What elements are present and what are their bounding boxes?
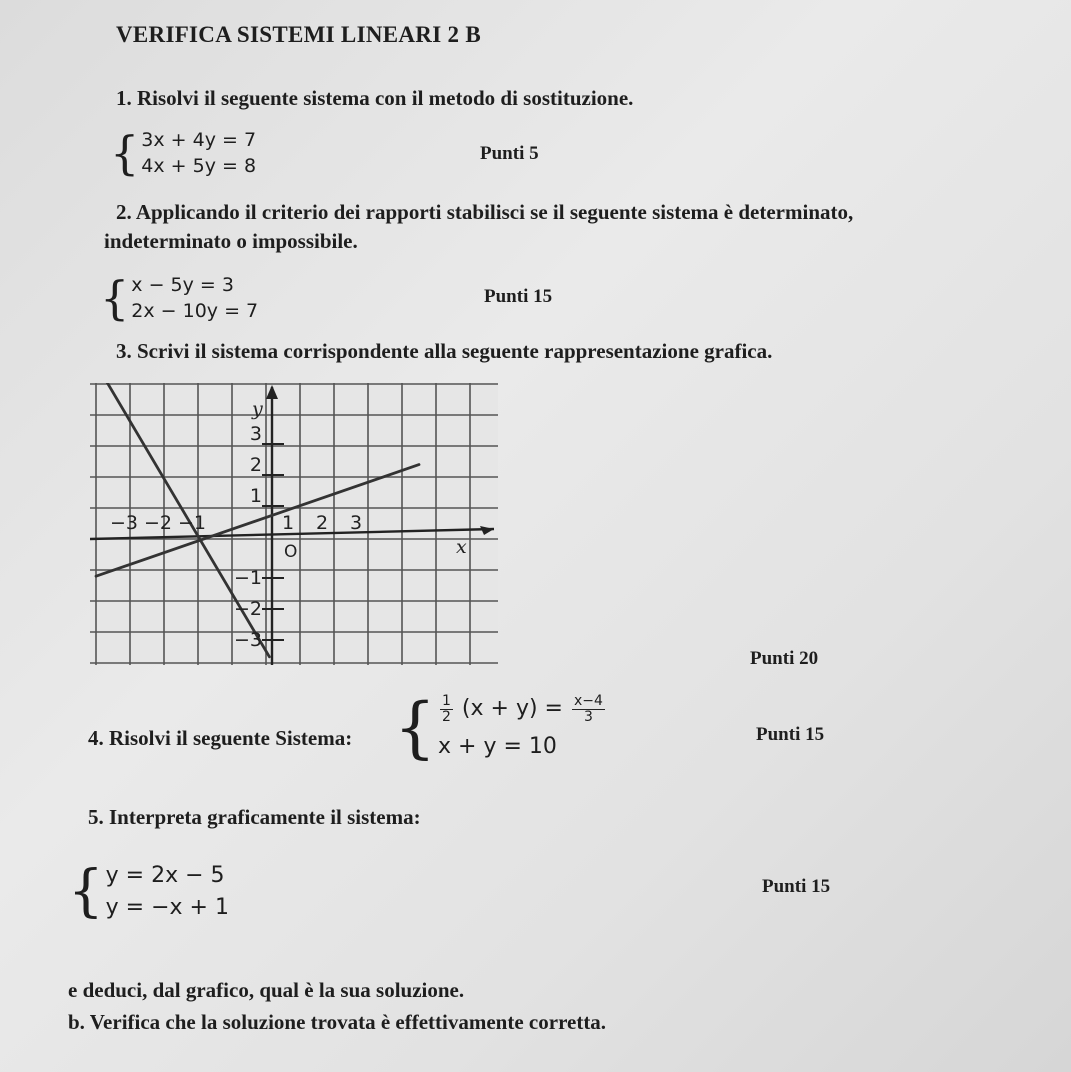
- question-2-line1: 2. Applicando il criterio dei rapporti stabilisci se il seguente sistema è determinato,: [116, 200, 854, 224]
- question-1-keyword: sostituzione: [523, 86, 629, 110]
- y-tick-label: −3: [233, 629, 262, 651]
- fraction-denominator: 3: [583, 708, 593, 725]
- system-4: [394, 690, 607, 766]
- system-1-eq1: 3x + 4y = 7: [141, 129, 257, 151]
- question-4: 4. Risolvi il seguente Sistema:: [88, 726, 353, 750]
- points-4: Punti 15: [756, 724, 825, 745]
- y-tick-label: 3: [249, 423, 262, 445]
- fraction-one-half: [440, 694, 453, 725]
- x-tick-label: −3: [109, 512, 139, 534]
- brace-icon: {: [100, 271, 130, 325]
- fraction-numerator: 1: [442, 692, 451, 709]
- points-2: Punti 15: [484, 286, 553, 307]
- question-5-part-b: [68, 1010, 606, 1035]
- x-tick-label: −2: [143, 512, 173, 534]
- system-2-eq1: x − 5y = 3: [131, 274, 234, 296]
- x-tick-label: −1: [177, 512, 207, 534]
- system-1: [110, 127, 256, 179]
- page-title: VERIFICA SISTEMI LINEARI 2 B: [116, 22, 481, 47]
- brace-icon: {: [110, 126, 140, 180]
- x-tick-label: 1: [281, 512, 295, 534]
- y-tick-label: −2: [233, 598, 262, 620]
- system-2-eq2: 2x − 10y = 7: [131, 300, 259, 322]
- question-1: [116, 86, 633, 111]
- question-5: 5. Interpreta graficamente il sistema:: [88, 805, 421, 829]
- fraction-numerator: x−4: [573, 692, 603, 709]
- system-1-eq2: 4x + 5y = 8: [141, 155, 257, 177]
- system-4-eq2: x + y = 10: [438, 734, 557, 759]
- brace-icon: {: [68, 859, 104, 924]
- fraction-x-minus-4-over-3: [572, 694, 605, 725]
- system-5-eq2: y = −x + 1: [105, 895, 229, 920]
- question-3: 3. Scrivi il sistema corrispondente alla seguente rappresentazione grafica.: [116, 339, 773, 363]
- question-2-line2: indeterminato o impossibile.: [104, 229, 358, 253]
- question-1-period: .: [628, 86, 634, 110]
- part-b-text: Verifica che la soluzione trovata è effettivamente corretta.: [84, 1010, 607, 1034]
- part-b-label: b.: [68, 1010, 85, 1034]
- question-5-part-a: e deduci, dal grafico, qual è la sua soluzione.: [68, 978, 465, 1002]
- system-5: [68, 860, 229, 924]
- y-tick-label: −1: [233, 567, 262, 589]
- x-tick-label: 3: [349, 512, 363, 534]
- system-4-eq1: [438, 690, 607, 728]
- graph: [90, 383, 498, 665]
- system-5-eq1: y = 2x − 5: [105, 863, 225, 888]
- origin-label: O: [284, 542, 298, 562]
- system-4-eq1-mid: (x + y) =: [461, 696, 563, 721]
- points-1: Punti 5: [480, 143, 539, 164]
- system-2: [100, 272, 258, 324]
- brace-icon: {: [394, 689, 436, 766]
- y-tick-label: 1: [249, 485, 262, 507]
- points-3: Punti 20: [750, 648, 819, 669]
- x-axis-label: x: [456, 536, 467, 558]
- x-tick-label: 2: [315, 512, 329, 534]
- y-tick-label: 2: [249, 454, 262, 476]
- points-5: Punti 15: [762, 876, 831, 897]
- y-axis-label: y: [252, 398, 263, 420]
- fraction-denominator: 2: [442, 708, 451, 725]
- question-1-text: 1. Risolvi il seguente sistema con il metodo di: [116, 86, 524, 110]
